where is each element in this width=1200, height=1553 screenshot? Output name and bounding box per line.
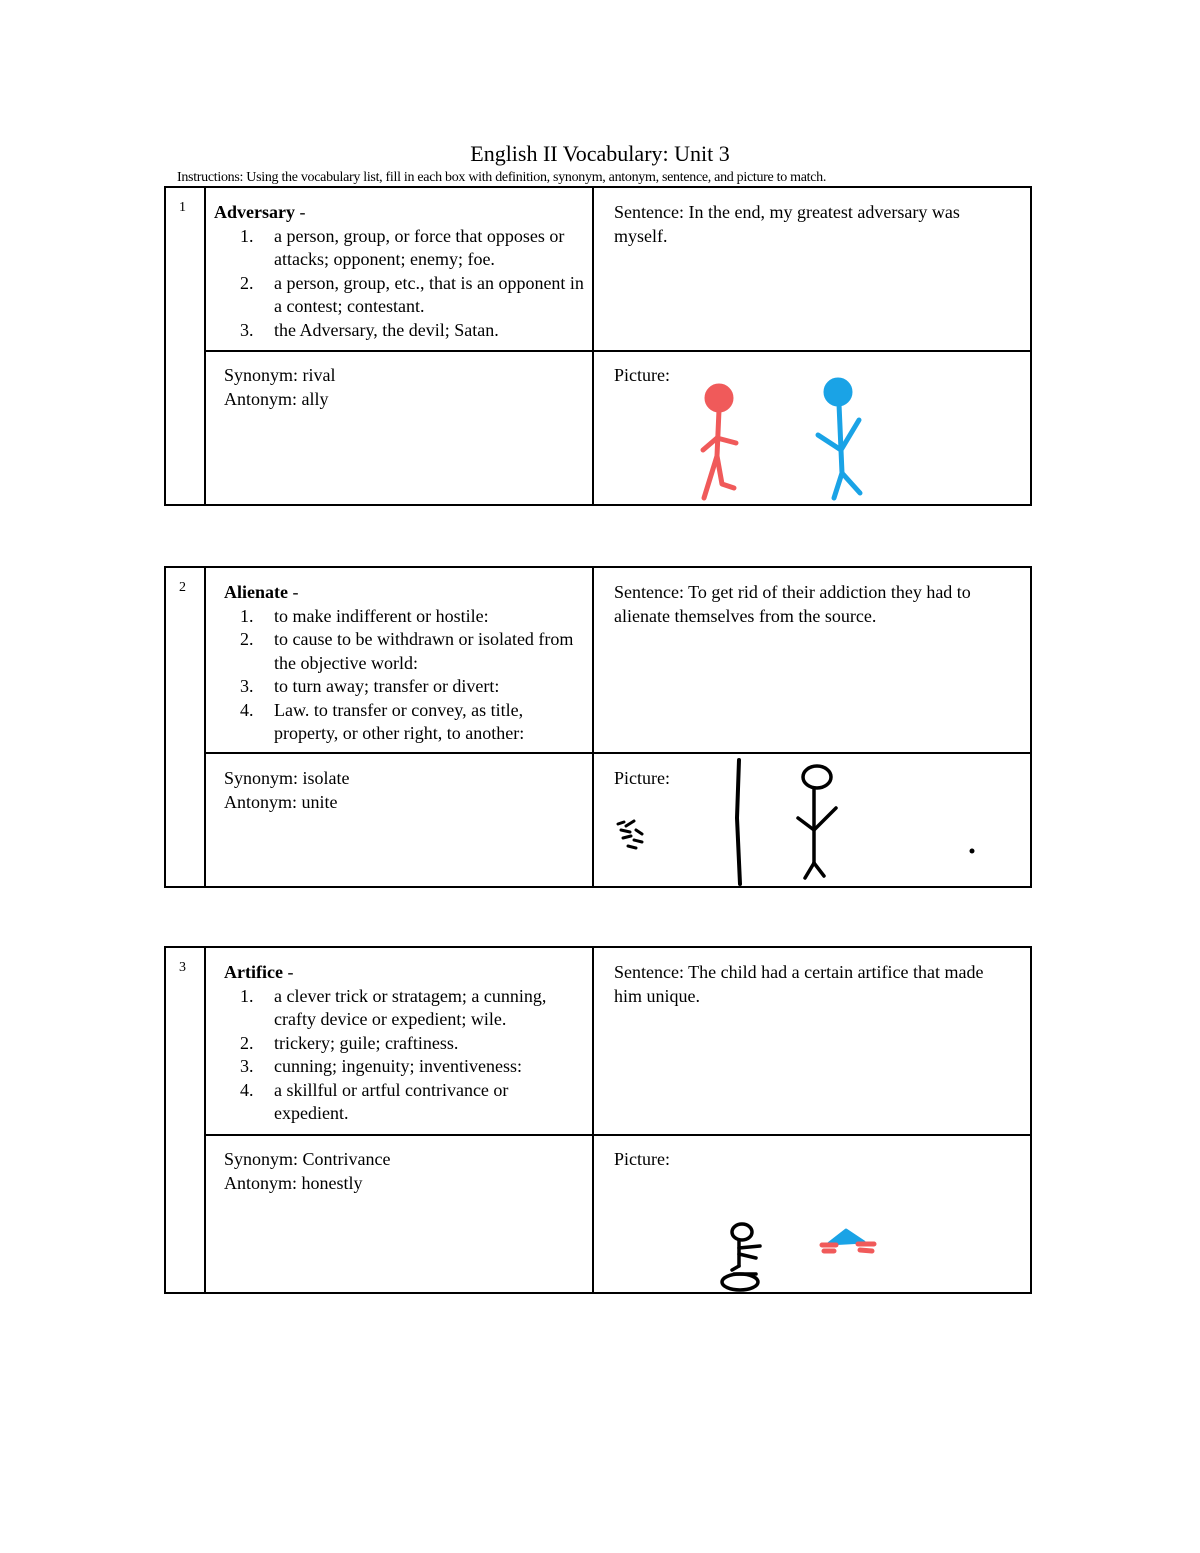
synonym-text: Synonym: isolate: [224, 768, 350, 788]
definition-number: 4.: [240, 1079, 254, 1100]
synonym-text: Synonym: rival: [224, 365, 336, 385]
word-dash: -: [287, 582, 299, 602]
definition-number: 1.: [240, 605, 254, 626]
scribble-source: [618, 821, 642, 848]
sentence-cell: Sentence: To get rid of their addiction they had to alienate themselves from the source.: [614, 582, 971, 626]
picture-label: Picture:: [614, 1149, 670, 1169]
alienate-drawing: [166, 568, 1030, 886]
black-stick-figure: [798, 766, 836, 878]
red-stick-figure: [703, 386, 736, 498]
vocab-entry-1: [164, 186, 1032, 506]
definition-text: trickery; guile; craftiness.: [274, 1032, 459, 1053]
antonym-text: Antonym: unite: [224, 791, 338, 812]
antonym-text: Antonym: honestly: [224, 1172, 363, 1193]
definition-number: 4.: [240, 699, 254, 720]
child-stick-figure: [722, 1224, 760, 1290]
adversary-drawing: [166, 188, 1030, 504]
vocab-word: Alienate: [224, 582, 288, 602]
definition-text: to cause to be withdrawn or isolated from the objective world:: [274, 629, 574, 673]
page-title: English II Vocabulary: Unit 3: [470, 141, 730, 166]
definition-number: 3.: [240, 319, 254, 340]
wall-line: [737, 760, 740, 884]
antonym-text: Antonym: ally: [224, 388, 329, 409]
picture-label: Picture:: [614, 365, 670, 385]
definition-text: cunning; ingenuity; inventiveness:: [274, 1056, 522, 1076]
definition-text: a clever trick or stratagem; a cunning, crafty device or expedient; wile.: [274, 985, 547, 1029]
synonym-text: Synonym: Contrivance: [224, 1149, 391, 1169]
entry-number: 2: [179, 580, 186, 595]
word-dash: -: [294, 202, 306, 222]
definition-number: 1.: [240, 225, 254, 246]
word-dash: -: [282, 962, 294, 982]
vocab-word: Artifice: [224, 962, 283, 982]
picture-label: Picture:: [614, 768, 670, 788]
entry-number: 1: [179, 200, 186, 215]
vocab-entry-3: [164, 946, 1032, 1294]
small-dot: [970, 849, 975, 854]
definition-number: 3.: [240, 1056, 254, 1076]
vocab-word: Adversary: [214, 202, 295, 222]
definition-text: to make indifferent or hostile:: [274, 605, 489, 626]
entry-number: 3: [179, 960, 186, 975]
definition-number: 1.: [240, 985, 254, 1006]
definition-number: 2.: [240, 1032, 254, 1053]
definition-text: to turn away; transfer or divert:: [274, 676, 500, 696]
definition-text: a person, group, or force that opposes or attacks; opponent; enemy; foe.: [274, 225, 565, 269]
colored-shape: [822, 1230, 874, 1251]
sentence-cell: Sentence: In the end, my greatest adversary was myself.: [614, 202, 960, 246]
definition-number: 3.: [240, 676, 254, 696]
artifice-drawing: [166, 948, 1030, 1292]
definition-number: 2.: [240, 272, 254, 293]
definition-number: 2.: [240, 629, 254, 649]
vocab-entry-2: [164, 566, 1032, 888]
definition-text: a skillful or artful contrivance or expedient.: [274, 1079, 509, 1123]
definition-text: the Adversary, the devil; Satan.: [274, 319, 499, 340]
blue-stick-figure: [818, 380, 860, 498]
sentence-cell: Sentence: The child had a certain artifice that made him unique.: [614, 962, 984, 1006]
instructions: Instructions: Using the vocabulary list, fill in each box with definition, synonym, antonym, sentence, and picture to match.: [177, 170, 827, 185]
definition-text: a person, group, etc., that is an opponent in a contest; contestant.: [274, 272, 584, 316]
definition-text: Law. to transfer or convey, as title, property, or other right, to another:: [274, 699, 525, 743]
